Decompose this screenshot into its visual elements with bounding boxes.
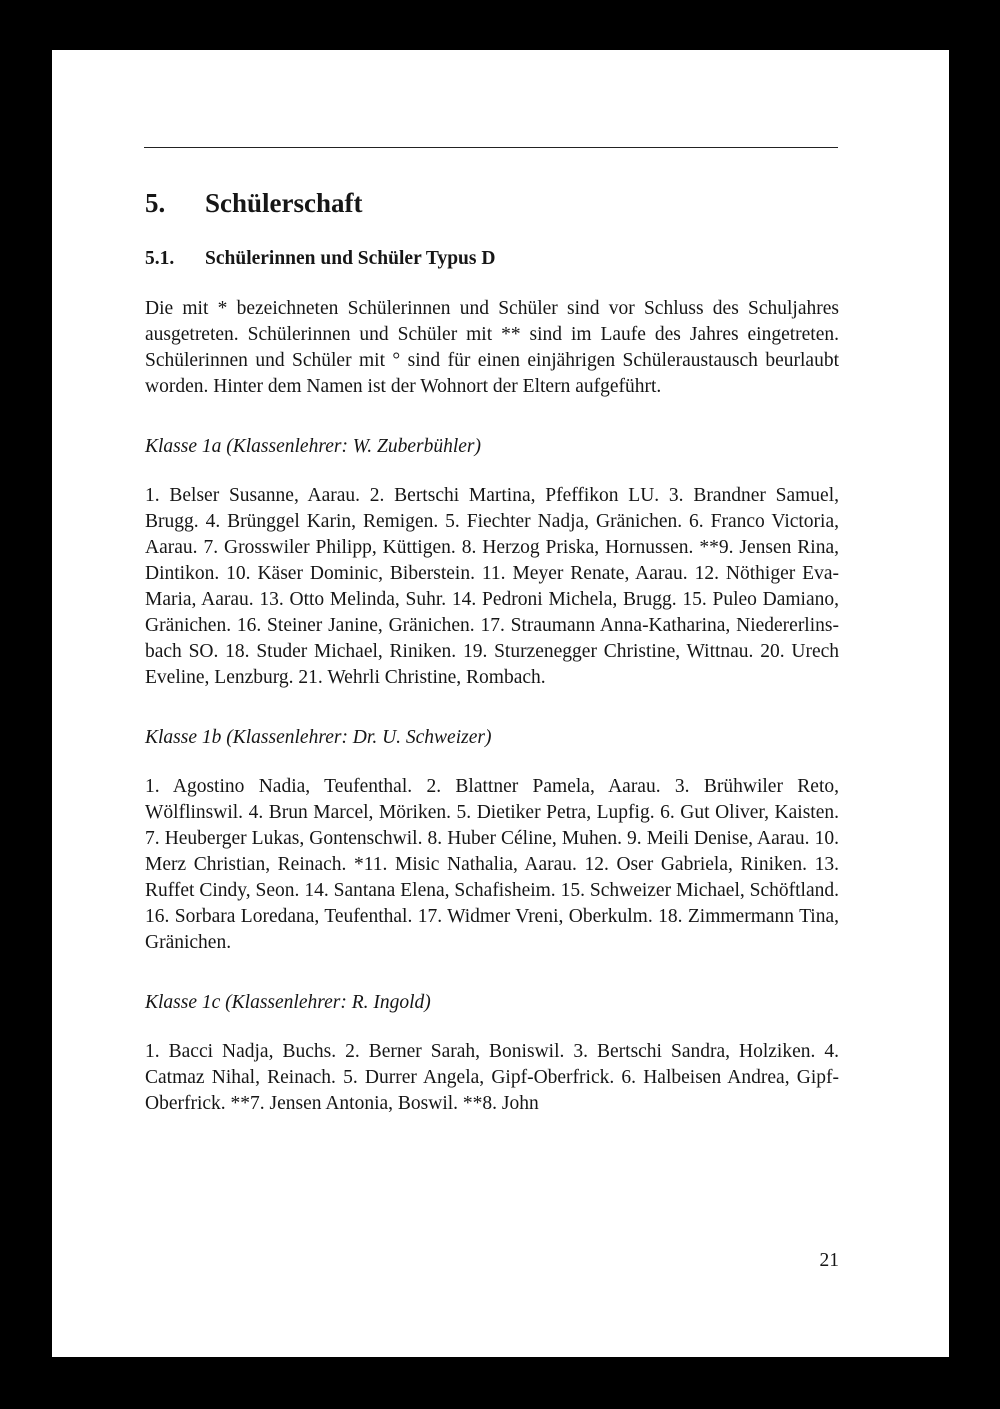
subsection-title: Schülerinnen und Schüler Typus D	[205, 248, 496, 269]
section-heading	[145, 185, 839, 221]
document-page	[52, 50, 949, 1357]
header-rule	[144, 147, 838, 148]
intro-paragraph: Die mit * bezeichneten Schülerinnen und Schüler sind vor Schluss des Schuljahres ausgetreten. Schülerinnen und Schüler mit ** sind im Laufe des Jahres eingetreten. Schülerinnen und Schüler mit ° sind für einen einjährigen Schüleraustausch beurlaubt worden. Hinter dem Namen ist der Wohnort der Eltern aufgeführt.	[145, 298, 839, 397]
class-1b-title: Klasse 1b (Klassenlehrer: Dr. U. Schweizer)	[145, 727, 492, 748]
subsection-number: 5.1.	[145, 248, 175, 269]
class-1c-title: Klasse 1c (Klassenlehrer: R. Ingold)	[145, 992, 431, 1013]
class-1a-students: 1. Belser Susanne, Aarau. 2. Bertschi Martina, Pfeffikon LU. 3. Brandner Samuel, Brugg. 4. Brünggel Karin, Remigen. 5. Fiechter Nadja, Gränichen. 6. Franco Victoria, Aarau. 7. Grosswiler Philipp, Küttigen. 8. Herzog Priska, Hornussen. **9. Jensen Rina, Dintikon. 10. Käser Dominic, Biberstein. 11. Meyer Renate, Aarau. 12. Nöthiger Eva-Maria, Aarau. 13. Otto Melinda, Suhr. 14. Pedroni Michela, Brugg. 15. Puleo Damiano, Gränichen. 16. Steiner Janine, Gränichen. 17. Straumann Anna-Katharina, Niedererlinsbach SO. 18. Studer Michael, Riniken. 19. Sturzenegger Christine, Wittnau. 20. Urech Eveline, Lenzburg. 21. Wehrli Christine, Rombach.	[145, 485, 839, 688]
section-number: 5.	[145, 188, 166, 218]
page-number: 21	[819, 1250, 839, 1271]
section-title: Schülerschaft	[205, 188, 363, 218]
page-content	[145, 185, 839, 1117]
class-1a-title: Klasse 1a (Klassenlehrer: W. Zuberbühler)	[145, 436, 482, 457]
class-1c-students: 1. Bacci Nadja, Buchs. 2. Berner Sarah, Boniswil. 3. Bertschi Sandra, Holziken. 4. Catmaz Nihal, Reinach. 5. Durrer Angela, Gipf-Oberfrick. 6. Halbeisen Andrea, Gipf-Oberfrick. **7. Jensen Antonia, Boswil. **8. John	[145, 1041, 839, 1114]
subsection-heading	[145, 246, 839, 272]
class-1b-students: 1. Agostino Nadia, Teufenthal. 2. Blattner Pamela, Aarau. 3. Brühwiler Reto, Wölflinswil. 4. Brun Marcel, Möriken. 5. Dietiker Petra, Lupfig. 6. Gut Oliver, Kaisten. 7. Heuberger Lukas, Gontenschwil. 8. Huber Céline, Muhen. 9. Meili Denise, Aarau. 10. Merz Christian, Reinach. *11. Misic Nathalia, Aarau. 12. Oser Gabriela, Riniken. 13. Ruffet Cindy, Seon. 14. Santana Elena, Schafisheim. 15. Schweizer Michael, Schöftland. 16. Sorbara Loredana, Teufenthal. 17. Widmer Vreni, Oberkulm. 18. Zimmermann Tina, Gränichen.	[145, 776, 839, 953]
